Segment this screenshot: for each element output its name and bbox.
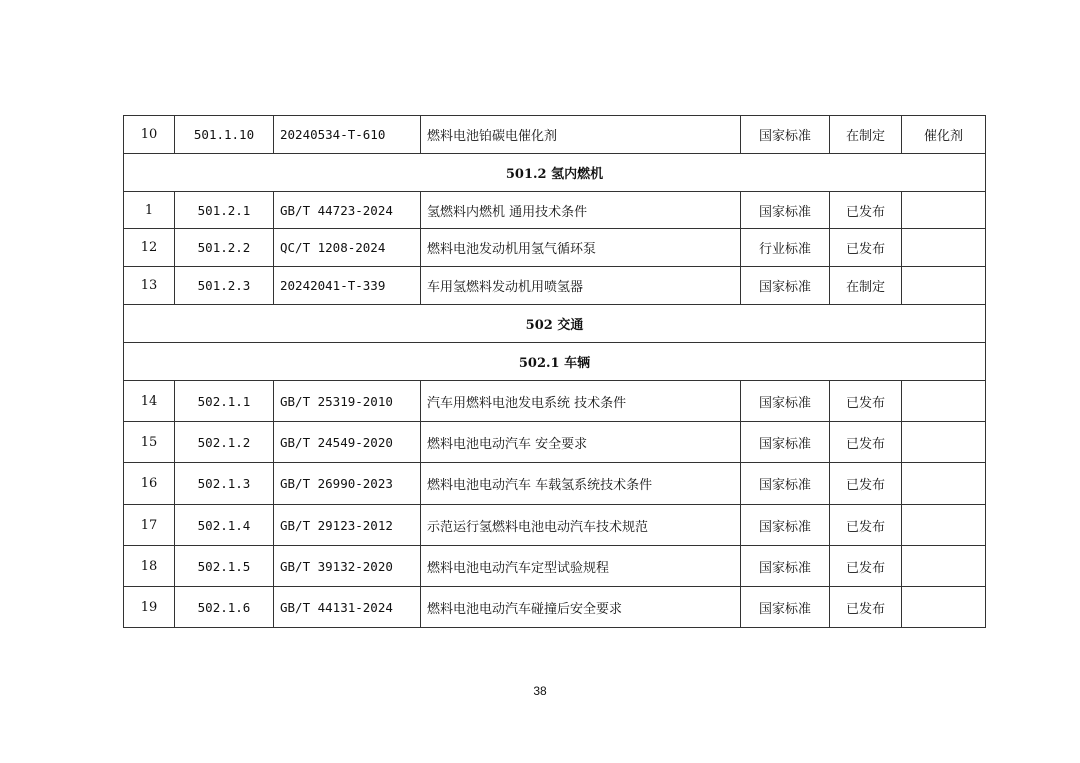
section-row — [124, 343, 986, 381]
standard-id: GB/T 44723-2024 — [274, 192, 421, 229]
standard-note — [902, 192, 986, 229]
table-row — [124, 587, 986, 628]
standard-status: 已发布 — [830, 587, 902, 628]
standard-type: 行业标准 — [741, 229, 830, 267]
standard-id: GB/T 39132-2020 — [274, 546, 421, 587]
standard-note — [902, 505, 986, 546]
standard-id: QC/T 1208-2024 — [274, 229, 421, 267]
standard-name: 燃料电池电动汽车 车载氢系统技术条件 — [421, 463, 741, 505]
table-row — [124, 546, 986, 587]
standard-name: 车用氢燃料发动机用喷氢器 — [421, 267, 741, 305]
standard-name: 燃料电池电动汽车定型试验规程 — [421, 546, 741, 587]
table-row — [124, 422, 986, 463]
standard-type: 国家标准 — [741, 505, 830, 546]
section-code: 501.2.1 — [175, 192, 274, 229]
standard-name: 氢燃料内燃机 通用技术条件 — [421, 192, 741, 229]
row-number: 12 — [124, 229, 175, 267]
standard-name: 燃料电池发动机用氢气循环泵 — [421, 229, 741, 267]
standard-id: GB/T 44131-2024 — [274, 587, 421, 628]
section-row — [124, 154, 986, 192]
standard-note — [902, 422, 986, 463]
section-code: 502.1.4 — [175, 505, 274, 546]
standards-table — [123, 115, 986, 628]
standard-note — [902, 229, 986, 267]
table-row — [124, 116, 986, 154]
section-title: 502 交通 — [124, 305, 986, 343]
standard-type: 国家标准 — [741, 587, 830, 628]
section-code: 502.1.2 — [175, 422, 274, 463]
section-code: 502.1.3 — [175, 463, 274, 505]
row-number: 15 — [124, 422, 175, 463]
table-row — [124, 267, 986, 305]
page-number: 38 — [533, 684, 547, 698]
standard-id: GB/T 24549-2020 — [274, 422, 421, 463]
section-row — [124, 305, 986, 343]
standard-note — [902, 267, 986, 305]
standard-note — [902, 463, 986, 505]
table-row — [124, 192, 986, 229]
table-row — [124, 381, 986, 422]
section-code: 501.2.2 — [175, 229, 274, 267]
standard-type: 国家标准 — [741, 192, 830, 229]
standard-status: 已发布 — [830, 546, 902, 587]
standard-status: 已发布 — [830, 229, 902, 267]
standard-type: 国家标准 — [741, 267, 830, 305]
standard-name: 示范运行氢燃料电池电动汽车技术规范 — [421, 505, 741, 546]
row-number: 10 — [124, 116, 175, 154]
standard-status: 在制定 — [830, 116, 902, 154]
standard-name: 燃料电池铂碳电催化剂 — [421, 116, 741, 154]
row-number: 1 — [124, 192, 175, 229]
section-code: 501.1.10 — [175, 116, 274, 154]
table-row — [124, 463, 986, 505]
section-code: 501.2.3 — [175, 267, 274, 305]
standard-type: 国家标准 — [741, 381, 830, 422]
standard-name: 汽车用燃料电池发电系统 技术条件 — [421, 381, 741, 422]
standard-id: GB/T 25319-2010 — [274, 381, 421, 422]
standard-type: 国家标准 — [741, 463, 830, 505]
standard-type: 国家标准 — [741, 422, 830, 463]
standard-status: 已发布 — [830, 463, 902, 505]
row-number: 14 — [124, 381, 175, 422]
standard-id: 20242041-T-339 — [274, 267, 421, 305]
standard-name: 燃料电池电动汽车 安全要求 — [421, 422, 741, 463]
standard-note: 催化剂 — [902, 116, 986, 154]
section-code: 502.1.1 — [175, 381, 274, 422]
standard-note — [902, 546, 986, 587]
table-row — [124, 229, 986, 267]
standards-table-body — [124, 116, 986, 628]
standard-id: GB/T 29123-2012 — [274, 505, 421, 546]
section-code: 502.1.6 — [175, 587, 274, 628]
standard-status: 已发布 — [830, 381, 902, 422]
standard-note — [902, 587, 986, 628]
standard-name: 燃料电池电动汽车碰撞后安全要求 — [421, 587, 741, 628]
section-title: 502.1 车辆 — [124, 343, 986, 381]
section-code: 502.1.5 — [175, 546, 274, 587]
table-row — [124, 505, 986, 546]
section-title: 501.2 氢内燃机 — [124, 154, 986, 192]
standard-status: 已发布 — [830, 192, 902, 229]
standard-status: 在制定 — [830, 267, 902, 305]
row-number: 16 — [124, 463, 175, 505]
standard-id: GB/T 26990-2023 — [274, 463, 421, 505]
row-number: 18 — [124, 546, 175, 587]
standard-type: 国家标准 — [741, 546, 830, 587]
row-number: 19 — [124, 587, 175, 628]
standard-status: 已发布 — [830, 505, 902, 546]
row-number: 17 — [124, 505, 175, 546]
standard-note — [902, 381, 986, 422]
standard-status: 已发布 — [830, 422, 902, 463]
standard-type: 国家标准 — [741, 116, 830, 154]
row-number: 13 — [124, 267, 175, 305]
standard-id: 20240534-T-610 — [274, 116, 421, 154]
